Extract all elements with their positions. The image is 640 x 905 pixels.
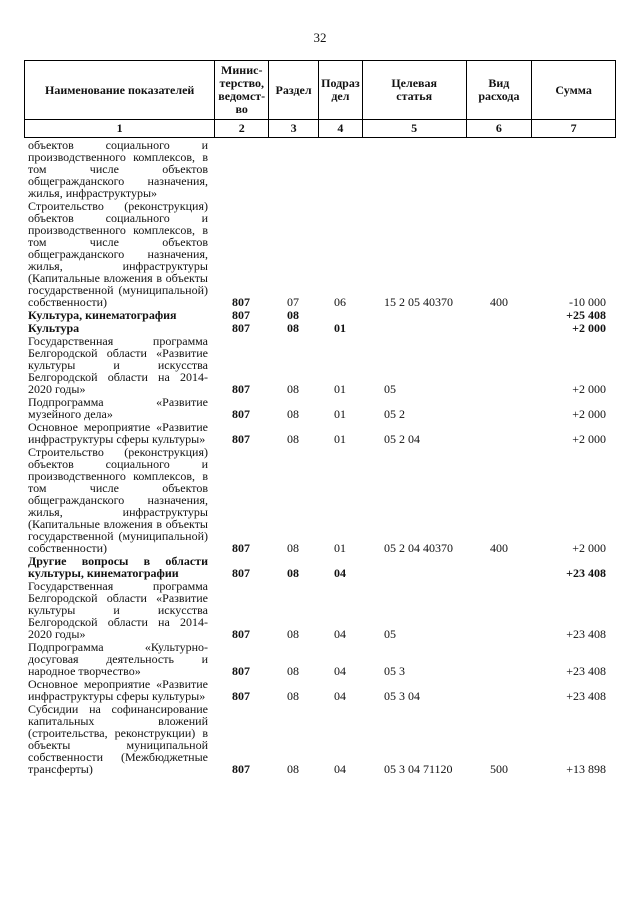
- row-amount: +2 000: [572, 541, 606, 555]
- column-number: 2: [214, 120, 268, 137]
- row-section: 08: [287, 566, 299, 580]
- row-amount: +23 408: [566, 627, 606, 641]
- table-row: [24, 641, 616, 677]
- header-amount: Сумма: [531, 61, 615, 119]
- row-amount: -10 000: [569, 295, 606, 309]
- row-target: 05 2 04: [384, 432, 420, 446]
- row-name: Субсидии на софинансирование капитальных вложений (строительства, реконструкции) в объекты муниципальной собственности (Межбюджетные трансферты): [28, 702, 208, 776]
- row-target: 15 2 05 40370: [384, 295, 453, 309]
- row-subsection: 04: [334, 664, 346, 678]
- column-number: 3: [268, 120, 318, 137]
- row-target: 05: [384, 627, 396, 641]
- row-subsection: 01: [334, 321, 346, 335]
- row-ministry: 807: [232, 566, 250, 580]
- row-section: 08: [287, 382, 299, 396]
- row-section: 08: [287, 762, 299, 776]
- row-name: Основное мероприятие «Развитие инфраструктуры сферы культуры»: [28, 420, 208, 446]
- row-ministry: 807: [232, 689, 250, 703]
- table-row: [24, 200, 616, 308]
- header-section: Раздел: [268, 61, 318, 119]
- row-ministry: 807: [232, 308, 250, 322]
- row-section: 07: [287, 295, 299, 309]
- column-number: 5: [362, 120, 466, 137]
- row-name: Подпрограмма «Развитие музейного дела»: [28, 395, 208, 421]
- row-ministry: 807: [232, 321, 250, 335]
- table-row: [24, 446, 616, 554]
- row-target: 05 3 04 71120: [384, 762, 453, 776]
- row-name: Строительство (реконструкция) объектов социального и производственного комплексов, в том числе объектов общегражданского назначения, жилья, инфраструктуры (Капитальные вложения в объекты государственной (муниципальной) собственности): [28, 199, 208, 309]
- row-amount: +2 000: [572, 432, 606, 446]
- column-number: 7: [531, 120, 615, 137]
- row-section: 08: [287, 689, 299, 703]
- row-name: Строительство (реконструкция) объектов социального и производственного комплексов, в том числе объектов общегражданского назначения, жилья, инфраструктуры (Капитальные вложения в объекты государственной (муниципальной) собственности): [28, 445, 208, 555]
- row-subsection: 04: [334, 689, 346, 703]
- row-amount: +2 000: [572, 382, 606, 396]
- header-name: Наименование показателей: [44, 82, 195, 97]
- row-section: 08: [287, 664, 299, 678]
- row-ministry: 807: [232, 627, 250, 641]
- header-subsection: Подраз дел: [318, 61, 362, 119]
- budget-table: [24, 60, 616, 775]
- table-header: [24, 60, 616, 120]
- row-name: Государственная программа Белгородской области «Развитие культуры и искусства Белгородской области на 2014-2020 годы»: [28, 334, 208, 396]
- header-expense-type: Вид расхода: [466, 61, 532, 119]
- row-ministry: 807: [232, 432, 250, 446]
- header-target: Целевая статья: [362, 61, 466, 119]
- table-row: [24, 703, 616, 775]
- row-subsection: 04: [334, 566, 346, 580]
- row-ministry: 807: [232, 762, 250, 776]
- row-amount: +2 000: [572, 407, 606, 421]
- row-expense-type: 400: [490, 541, 508, 555]
- row-name: Культура, кинематография: [28, 308, 177, 322]
- row-subsection: 06: [334, 295, 346, 309]
- row-subsection: 04: [334, 762, 346, 776]
- row-ministry: 807: [232, 664, 250, 678]
- row-section: 08: [287, 541, 299, 555]
- header-ministry: Минис- терство, ведомст- во: [214, 61, 268, 119]
- row-name: Подпрограмма «Культурно-досуговая деятельность и народное творчество»: [28, 640, 208, 678]
- row-ministry: 807: [232, 295, 250, 309]
- row-subsection: 01: [334, 407, 346, 421]
- table-row: [24, 555, 616, 579]
- row-amount: +23 408: [566, 664, 606, 678]
- row-ministry: 807: [232, 407, 250, 421]
- table-row: [24, 139, 616, 199]
- row-ministry: 807: [232, 382, 250, 396]
- row-target: 05 2 04 40370: [384, 541, 453, 555]
- row-ministry: 807: [232, 541, 250, 555]
- row-section: 08: [287, 308, 299, 322]
- column-numbers: [24, 120, 616, 138]
- table-row: [24, 322, 616, 334]
- table-body: [24, 139, 616, 775]
- row-subsection: 01: [334, 432, 346, 446]
- table-row: [24, 678, 616, 702]
- row-expense-type: 500: [490, 762, 508, 776]
- column-number: 4: [318, 120, 362, 137]
- row-subsection: 01: [334, 382, 346, 396]
- table-row: [24, 309, 616, 321]
- table-row: [24, 580, 616, 640]
- row-section: 08: [287, 407, 299, 421]
- row-amount: +13 898: [566, 762, 606, 776]
- row-name: Государственная программа Белгородской области «Развитие культуры и искусства Белгородской области на 2014-2020 годы»: [28, 579, 208, 641]
- column-number: 1: [116, 121, 123, 135]
- row-name: Основное мероприятие «Развитие инфраструктуры сферы культуры»: [28, 677, 208, 703]
- row-name: Другие вопросы в области культуры, кинематографии: [28, 554, 208, 580]
- row-section: 08: [287, 432, 299, 446]
- row-expense-type: 400: [490, 295, 508, 309]
- row-target: 05: [384, 382, 396, 396]
- row-subsection: 01: [334, 541, 346, 555]
- row-amount: +23 408: [566, 566, 606, 580]
- column-number: 6: [466, 120, 532, 137]
- table-row: [24, 396, 616, 420]
- row-target: 05 3: [384, 664, 405, 678]
- row-target: 05 2: [384, 407, 405, 421]
- row-amount: +25 408: [566, 308, 606, 322]
- row-name: Культура: [28, 321, 80, 335]
- row-amount: +23 408: [566, 689, 606, 703]
- row-subsection: 04: [334, 627, 346, 641]
- row-section: 08: [287, 627, 299, 641]
- table-row: [24, 335, 616, 395]
- page-number: 32: [313, 30, 327, 45]
- row-section: 08: [287, 321, 299, 335]
- row-amount: +2 000: [572, 321, 606, 335]
- table-row: [24, 421, 616, 445]
- row-name: объектов социального и производственного комплексов, в том числе объектов общегражданского назначения, жилья, инфраструктуры»: [28, 138, 208, 200]
- row-target: 05 3 04: [384, 689, 420, 703]
